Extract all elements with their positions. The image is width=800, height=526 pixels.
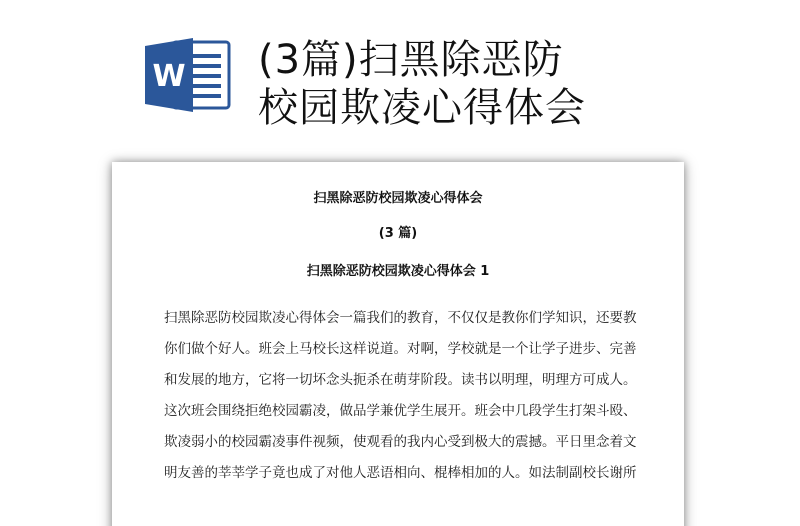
banner-title bbox=[258, 36, 778, 132]
word-document-icon bbox=[143, 36, 231, 114]
document-body bbox=[164, 307, 642, 493]
body-line: 和发展的地方，它将一切坏念头扼杀在萌芽阶段。读书以明理，明理方可成人。 bbox=[164, 372, 637, 388]
body-line: 欺凌弱小的校园霸凌事件视频，使观看的我内心受到极大的震撼。平日里念着文 bbox=[164, 434, 637, 450]
banner bbox=[0, 0, 800, 150]
document-subtitle: (3 篇) bbox=[378, 226, 418, 241]
body-line: 你们做个好人。班会上马校长这样说道。对啊，学校就是一个让学子进步、完善 bbox=[164, 341, 637, 357]
body-line: 扫黑除恶防校园欺凌心得体会一篇我们的教育，不仅仅是教你们学知识，还要教 bbox=[164, 310, 637, 326]
document-page bbox=[112, 162, 684, 526]
word-letter: W bbox=[152, 59, 186, 94]
section-heading: 扫黑除恶防校园欺凌心得体会 1 bbox=[306, 264, 490, 279]
body-line: 这次班会围绕拒绝校园霸凌，做品学兼优学生展开。班会中几段学生打架斗殴、 bbox=[164, 403, 637, 419]
body-line: 明友善的莘莘学子竟也成了对他人恶语相向、棍棒相加的人。如法制副校长谢所 bbox=[164, 465, 637, 481]
document-title: 扫黑除恶防校园欺凌心得体会 bbox=[313, 191, 483, 206]
banner-title-line-2: 校园欺凌心得体会 bbox=[258, 85, 586, 131]
banner-title-line-1: (3篇)扫黑除恶防 bbox=[258, 37, 564, 83]
